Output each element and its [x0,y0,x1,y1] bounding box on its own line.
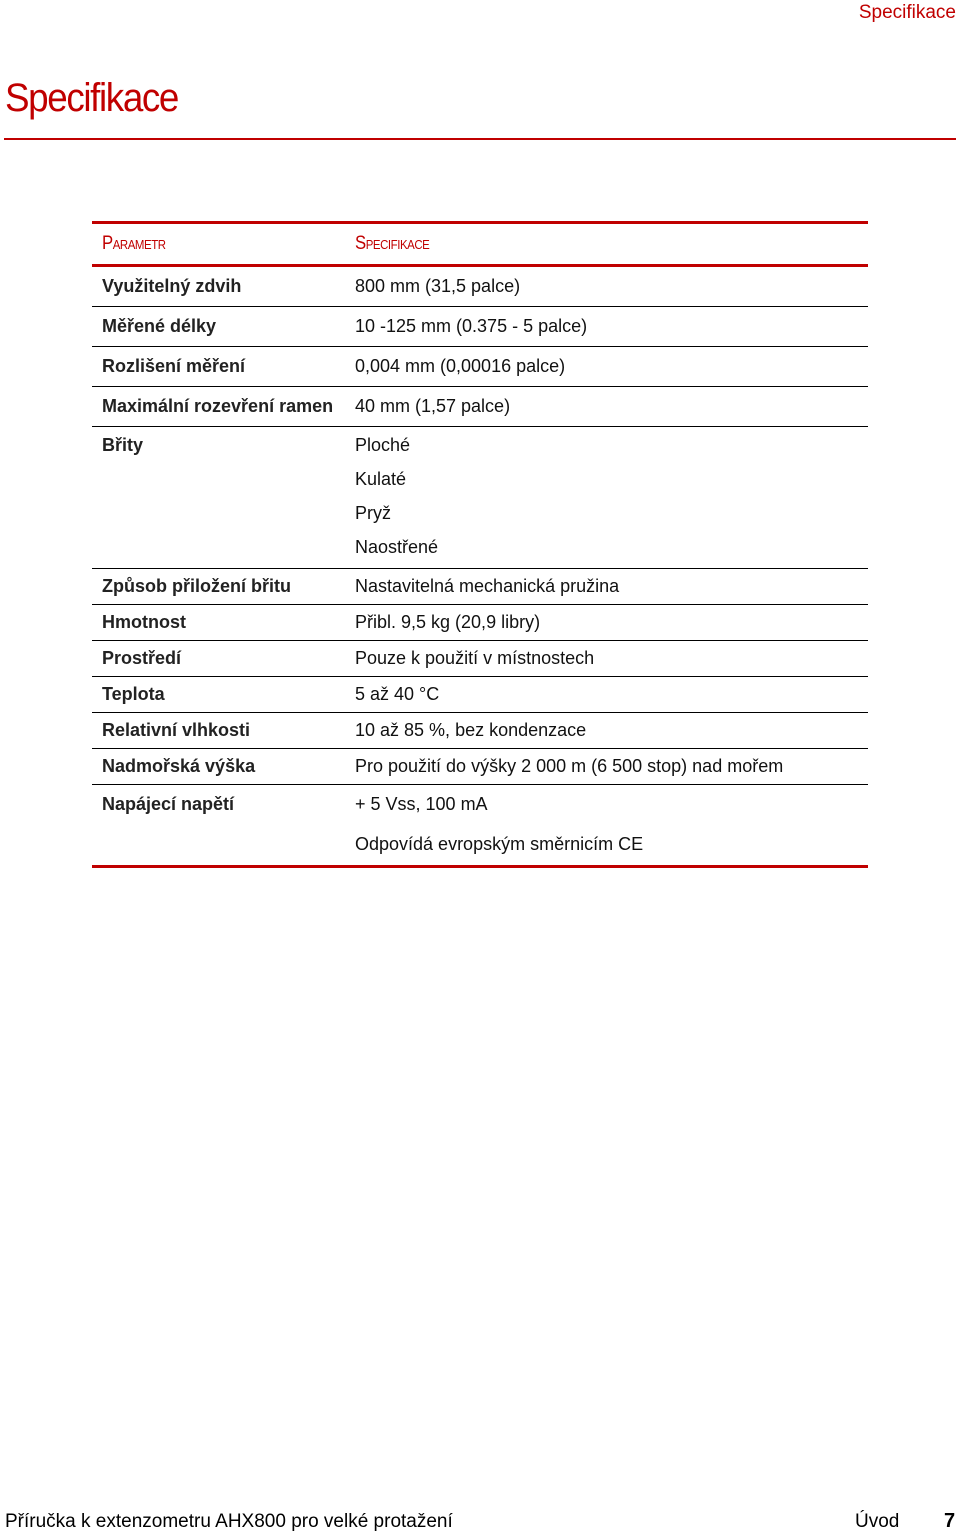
table-row [92,713,868,749]
param-value: 800 mm (31,5 palce) [355,276,521,296]
param-label: Nadmořská výška [102,756,256,776]
param-value: 10 -125 mm (0.375 - 5 palce) [355,316,588,336]
param-value: Pouze k použití v místnostech [355,648,595,668]
table-header-row [92,224,868,267]
table-row [92,307,868,347]
param-label: Maximální rozevření ramen [102,396,334,416]
param-value-item: Naostřené [355,537,439,557]
footer-document-title: Příručka k extenzometru AHX800 pro velké protažení [5,1511,453,1532]
param-value-item: Pryž [355,503,391,523]
param-label: Rozlišení měření [102,356,246,376]
param-value-item: Kulaté [355,469,407,489]
page-title: Specifikace [5,76,179,120]
param-value: Pro použití do výšky 2 000 m (6 500 stop) nad mořem [355,756,784,776]
param-value: 0,004 mm (0,00016 palce) [355,356,566,376]
param-label: Hmotnost [102,612,186,632]
param-value: 40 mm (1,57 palce) [355,396,511,416]
param-value-item: Ploché [355,435,411,455]
table-row [92,677,868,713]
table-row [92,641,868,677]
table-row [92,427,868,569]
param-value-list [355,435,868,571]
param-label: Břity [102,435,144,455]
title-rule [4,138,956,140]
table-row [92,569,868,605]
param-value: 5 až 40 °C [355,684,440,704]
table-row [92,347,868,387]
param-label: Teplota [102,684,165,704]
table-row [92,605,868,641]
param-label: Měřené délky [102,316,217,336]
table-row [92,387,868,427]
param-value: Přibl. 9,5 kg (20,9 libry) [355,612,541,632]
param-value-list [355,794,868,854]
running-header: Specifikace [858,2,956,23]
header-parameter: Parametr [102,233,166,254]
param-value: 10 až 85 %, bez kondenzace [355,720,587,740]
param-label: Způsob přiložení břitu [102,576,291,596]
param-label: Využitelný zdvih [102,276,242,296]
param-value-item: Odpovídá evropským směrnicím CE [355,834,644,854]
param-value: Nastavitelná mechanická pružina [355,576,620,596]
table-row [92,267,868,307]
header-specification: Specifikace [355,233,430,254]
param-label: Napájecí napětí [102,794,235,814]
table-row [92,785,868,865]
footer-section-name: Úvod [855,1511,900,1532]
param-label: Relativní vlhkosti [102,720,251,740]
specifications-table [92,221,868,868]
table-row [92,749,868,785]
param-label: Prostředí [102,648,182,668]
footer-page-number: 7 [944,1510,956,1532]
param-value-item: + 5 Vss, 100 mA [355,794,488,814]
